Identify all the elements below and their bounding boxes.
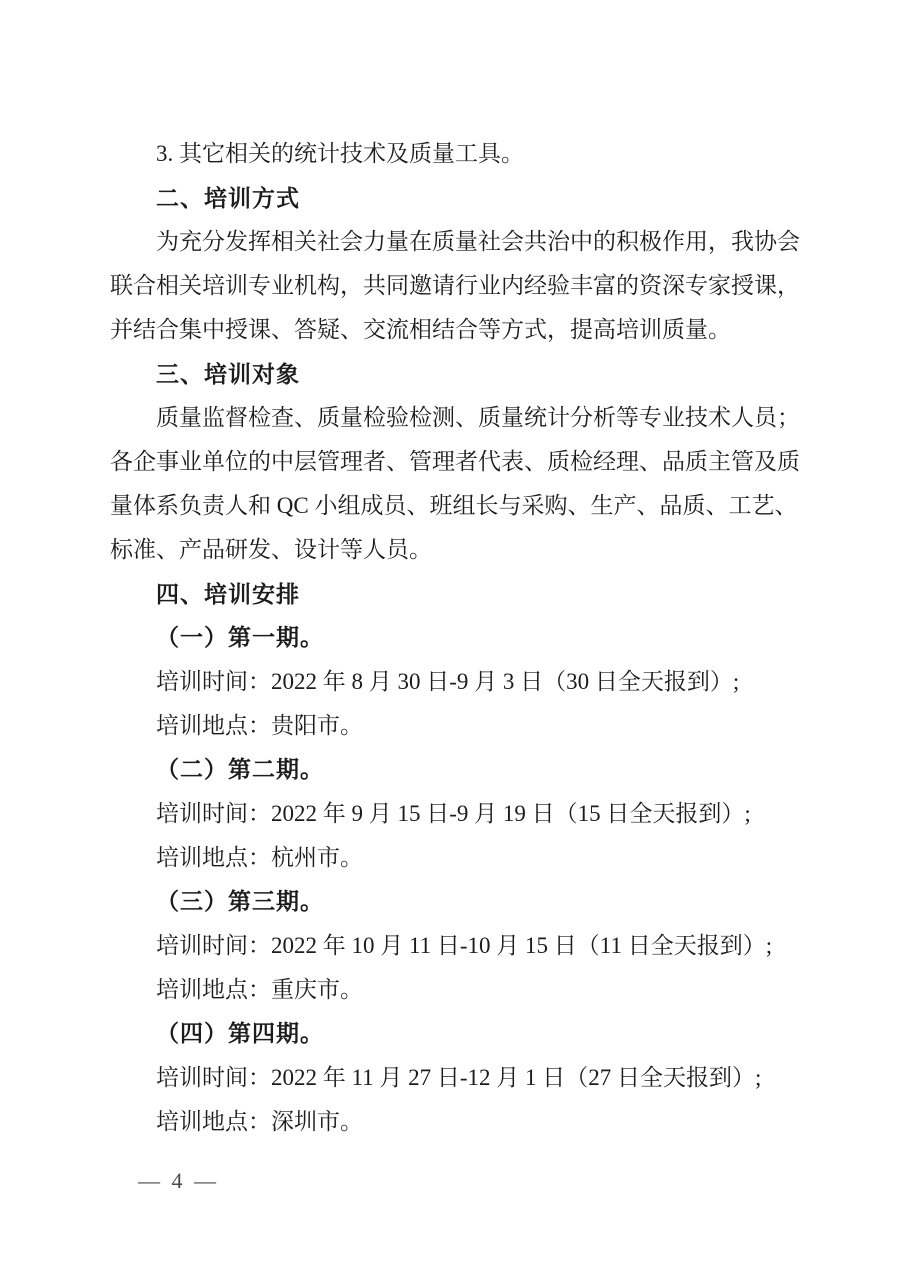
heading-line: 二、培训方式 xyxy=(156,185,300,211)
heading-line: 四、培训安排 xyxy=(156,581,300,607)
text-line: 培训时间：2022 年 11 月 27 日-12 月 1 日（27 日全天报到）; xyxy=(156,1065,762,1090)
subheading-line: （四）第四期。 xyxy=(156,1021,324,1046)
text-line: 并结合集中授课、答疑、交流相结合等方式，提高培训质量。 xyxy=(110,317,731,342)
heading-line: 三、培训对象 xyxy=(156,361,300,387)
subheading-line: （一）第一期。 xyxy=(156,625,324,650)
document-content xyxy=(110,132,802,1144)
text-line: 培训地点：深圳市。 xyxy=(156,1109,363,1134)
page-number: — 4 — xyxy=(138,1168,219,1193)
text-line: 质量监督检查、质量检验检测、质量统计分析等专业技术人员； xyxy=(156,405,800,430)
text-line: 培训时间：2022 年 10 月 11 日-10 月 15 日（11 日全天报到）; xyxy=(156,933,773,958)
subheading-line: （二）第二期。 xyxy=(156,757,324,782)
text-line: 各企事业单位的中层管理者、管理者代表、质检经理、品质主管及质 xyxy=(110,449,800,474)
text-line: 培训地点：贵阳市。 xyxy=(156,713,363,738)
subheading-line: （三）第三期。 xyxy=(156,889,324,914)
text-line: 培训地点：杭州市。 xyxy=(156,845,363,870)
text-line: 培训时间：2022 年 8 月 30 日-9 月 3 日（30 日全天报到）; xyxy=(156,669,740,694)
text-line: 培训地点：重庆市。 xyxy=(156,977,363,1002)
text-line: 为充分发挥相关社会力量在质量社会共治中的积极作用，我协会 xyxy=(156,229,800,254)
text-line: 量体系负责人和 QC 小组成员、班组长与采购、生产、品质、工艺、 xyxy=(110,493,798,518)
text-line: 标准、产品研发、设计等人员。 xyxy=(110,537,432,562)
text-line: 培训时间：2022 年 9 月 15 日-9 月 19 日（15 日全天报到）; xyxy=(156,801,751,826)
text-line: 3. 其它相关的统计技术及质量工具。 xyxy=(156,141,524,166)
text-line: 联合相关培训专业机构，共同邀请行业内经验丰富的资深专家授课， xyxy=(110,273,800,298)
